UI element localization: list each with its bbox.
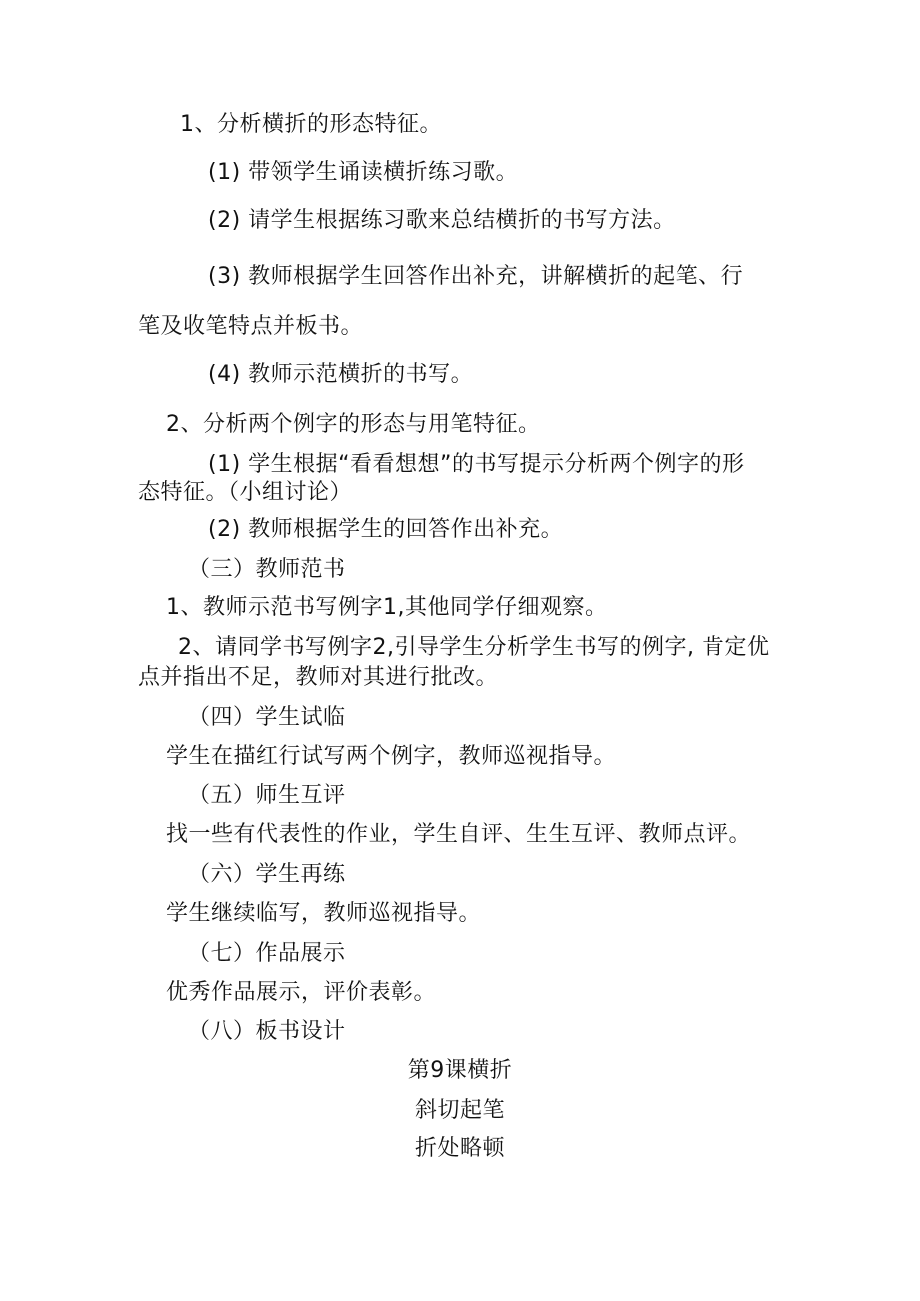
section-6-heading: （六）学生再练 — [188, 862, 346, 887]
section-3-item-2-continued: 点并指出不足，教师对其进行批改。 — [138, 665, 499, 690]
step-1-1: (1) 带领学生诵读横折练习歌。 — [208, 160, 519, 185]
board-line-1: 斜切起笔 — [414, 1098, 505, 1123]
section-1-heading: 1、分析横折的形态特征。 — [180, 112, 442, 137]
step-1-3: (3) 教师根据学生回答作出补充，讲解横折的起笔、行 — [208, 264, 744, 289]
step-1-3-continued: 笔及收笔特点并板书。 — [138, 314, 364, 339]
step-1-2: (2) 请学生根据练习歌来总结横折的书写方法。 — [208, 208, 676, 233]
step-2-1-continued: 态特征。（小组讨论） — [138, 480, 353, 505]
section-3-item-2: 2、请同学书写例字2,引导学生分析学生书写的例字, 肯定优 — [178, 635, 770, 660]
section-5-text: 找一些有代表性的作业，学生自评、生生互评、教师点评。 — [166, 822, 752, 847]
section-3-heading: （三）教师范书 — [188, 557, 346, 582]
section-3-item-1: 1、教师示范书写例字1,其他同学仔细观察。 — [166, 595, 608, 620]
section-2-heading: 2、分析两个例字的形态与用笔特征。 — [166, 412, 541, 437]
step-2-1: (1) 学生根据“看看想想”的书写提示分析两个例字的形 — [208, 452, 745, 477]
section-6-text: 学生继续临写，教师巡视指导。 — [166, 901, 482, 926]
section-5-heading: （五）师生互评 — [188, 783, 346, 808]
section-4-heading: （四）学生试临 — [188, 705, 346, 730]
step-2-2: (2) 教师根据学生的回答作出补充。 — [208, 517, 564, 542]
board-line-2: 折处略顿 — [414, 1136, 505, 1161]
section-8-heading: （八）板书设计 — [188, 1019, 346, 1044]
section-4-text: 学生在描红行试写两个例字，教师巡视指导。 — [166, 744, 617, 769]
section-7-text: 优秀作品展示，评价表彰。 — [166, 980, 437, 1005]
step-1-4: (4) 教师示范横折的书写。 — [208, 362, 474, 387]
section-7-heading: （七）作品展示 — [188, 941, 346, 966]
board-title: 第9课横折 — [407, 1058, 513, 1083]
